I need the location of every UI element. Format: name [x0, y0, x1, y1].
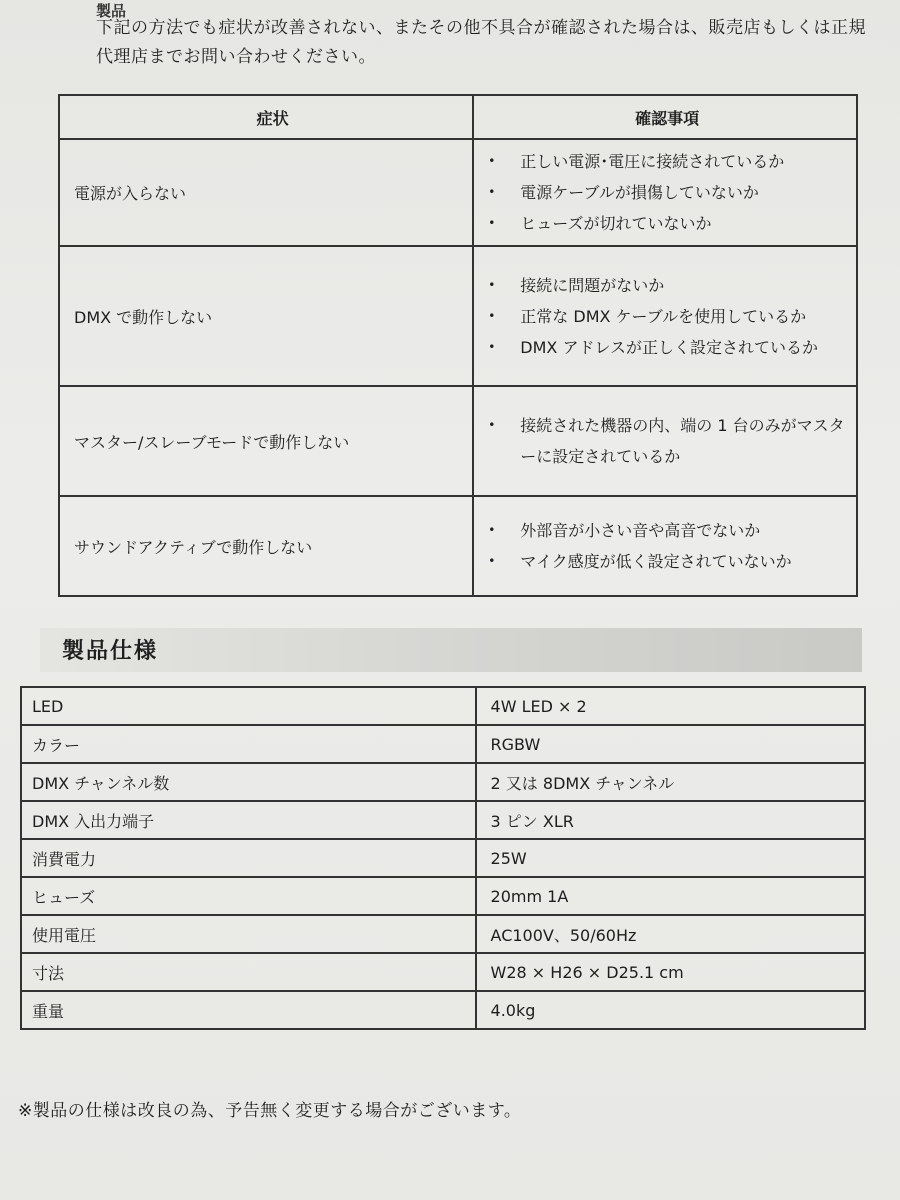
check-cell	[473, 139, 857, 246]
check-list	[486, 515, 848, 577]
list-item: • ヒューズが切れていないか	[486, 208, 848, 239]
table-row	[21, 915, 865, 953]
spec-value: AC100V、50/60Hz	[476, 915, 865, 953]
table-row	[21, 839, 865, 877]
table-row	[21, 991, 865, 1029]
table-row	[21, 763, 865, 801]
check-list	[486, 146, 848, 239]
list-item: • 接続された機器の内、端の 1 台のみがマスターに設定されているか	[486, 410, 848, 472]
spec-label: 消費電力	[21, 839, 476, 877]
list-item: • 正しい電源･電圧に接続されているか	[486, 146, 848, 177]
table-row	[21, 953, 865, 991]
footnote: ※製品の仕様は改良の為、予告無く変更する場合がございます。	[18, 1101, 522, 1121]
spec-label: 重量	[21, 991, 476, 1029]
check-list	[486, 410, 848, 472]
symptom-cell: 電源が入らない	[59, 139, 473, 246]
spec-value: 2 又は 8DMX チャンネル	[476, 763, 865, 801]
cut-off-heading: 製品	[96, 2, 127, 20]
list-item: • 電源ケーブルが損傷していないか	[486, 177, 848, 208]
table-row	[59, 246, 857, 386]
list-item: • マイク感度が低く設定されていないか	[486, 546, 848, 577]
spec-label: LED	[21, 687, 476, 725]
symptom-header: 症状	[59, 95, 473, 139]
spec-label: DMX 入出力端子	[21, 801, 476, 839]
table-row	[59, 139, 857, 246]
check-cell	[473, 246, 857, 386]
table-row	[59, 386, 857, 496]
spec-value: 25W	[476, 839, 865, 877]
troubleshooting-table	[58, 94, 858, 597]
spec-label: 使用電圧	[21, 915, 476, 953]
list-item: • 接続に問題がないか	[486, 270, 848, 301]
check-cell	[473, 496, 857, 596]
symptom-cell: DMX で動作しない	[59, 246, 473, 386]
intro-paragraph: 下記の方法でも症状が改善されない、またその他不具合が確認された場合は、販売店もしくは正規代理店までお問い合わせください。	[96, 18, 866, 67]
spec-value: RGBW	[476, 725, 865, 763]
table-row	[21, 877, 865, 915]
spec-value: 4.0kg	[476, 991, 865, 1029]
table-row	[21, 687, 865, 725]
check-header: 確認事項	[473, 95, 857, 139]
spec-section-title: 製品仕様	[62, 639, 159, 664]
list-item: • 外部音が小さい音や高音でないか	[486, 515, 848, 546]
spec-label: ヒューズ	[21, 877, 476, 915]
spec-section-heading	[40, 628, 862, 672]
spec-value: 3 ピン XLR	[476, 801, 865, 839]
check-list	[486, 270, 848, 363]
table-row	[21, 801, 865, 839]
spec-value: 20mm 1A	[476, 877, 865, 915]
spec-label: 寸法	[21, 953, 476, 991]
symptom-cell: マスター/スレーブモードで動作しない	[59, 386, 473, 496]
spec-value: 4W LED × 2	[476, 687, 865, 725]
spec-label: DMX チャンネル数	[21, 763, 476, 801]
table-row	[59, 496, 857, 596]
symptom-cell: サウンドアクティブで動作しない	[59, 496, 473, 596]
list-item: • 正常な DMX ケーブルを使用しているか	[486, 301, 848, 332]
spec-table	[20, 686, 866, 1030]
list-item: • DMX アドレスが正しく設定されているか	[486, 332, 848, 363]
table-header-row	[59, 95, 857, 139]
check-cell	[473, 386, 857, 496]
spec-value: W28 × H26 × D25.1 cm	[476, 953, 865, 991]
spec-label: カラー	[21, 725, 476, 763]
table-row	[21, 725, 865, 763]
